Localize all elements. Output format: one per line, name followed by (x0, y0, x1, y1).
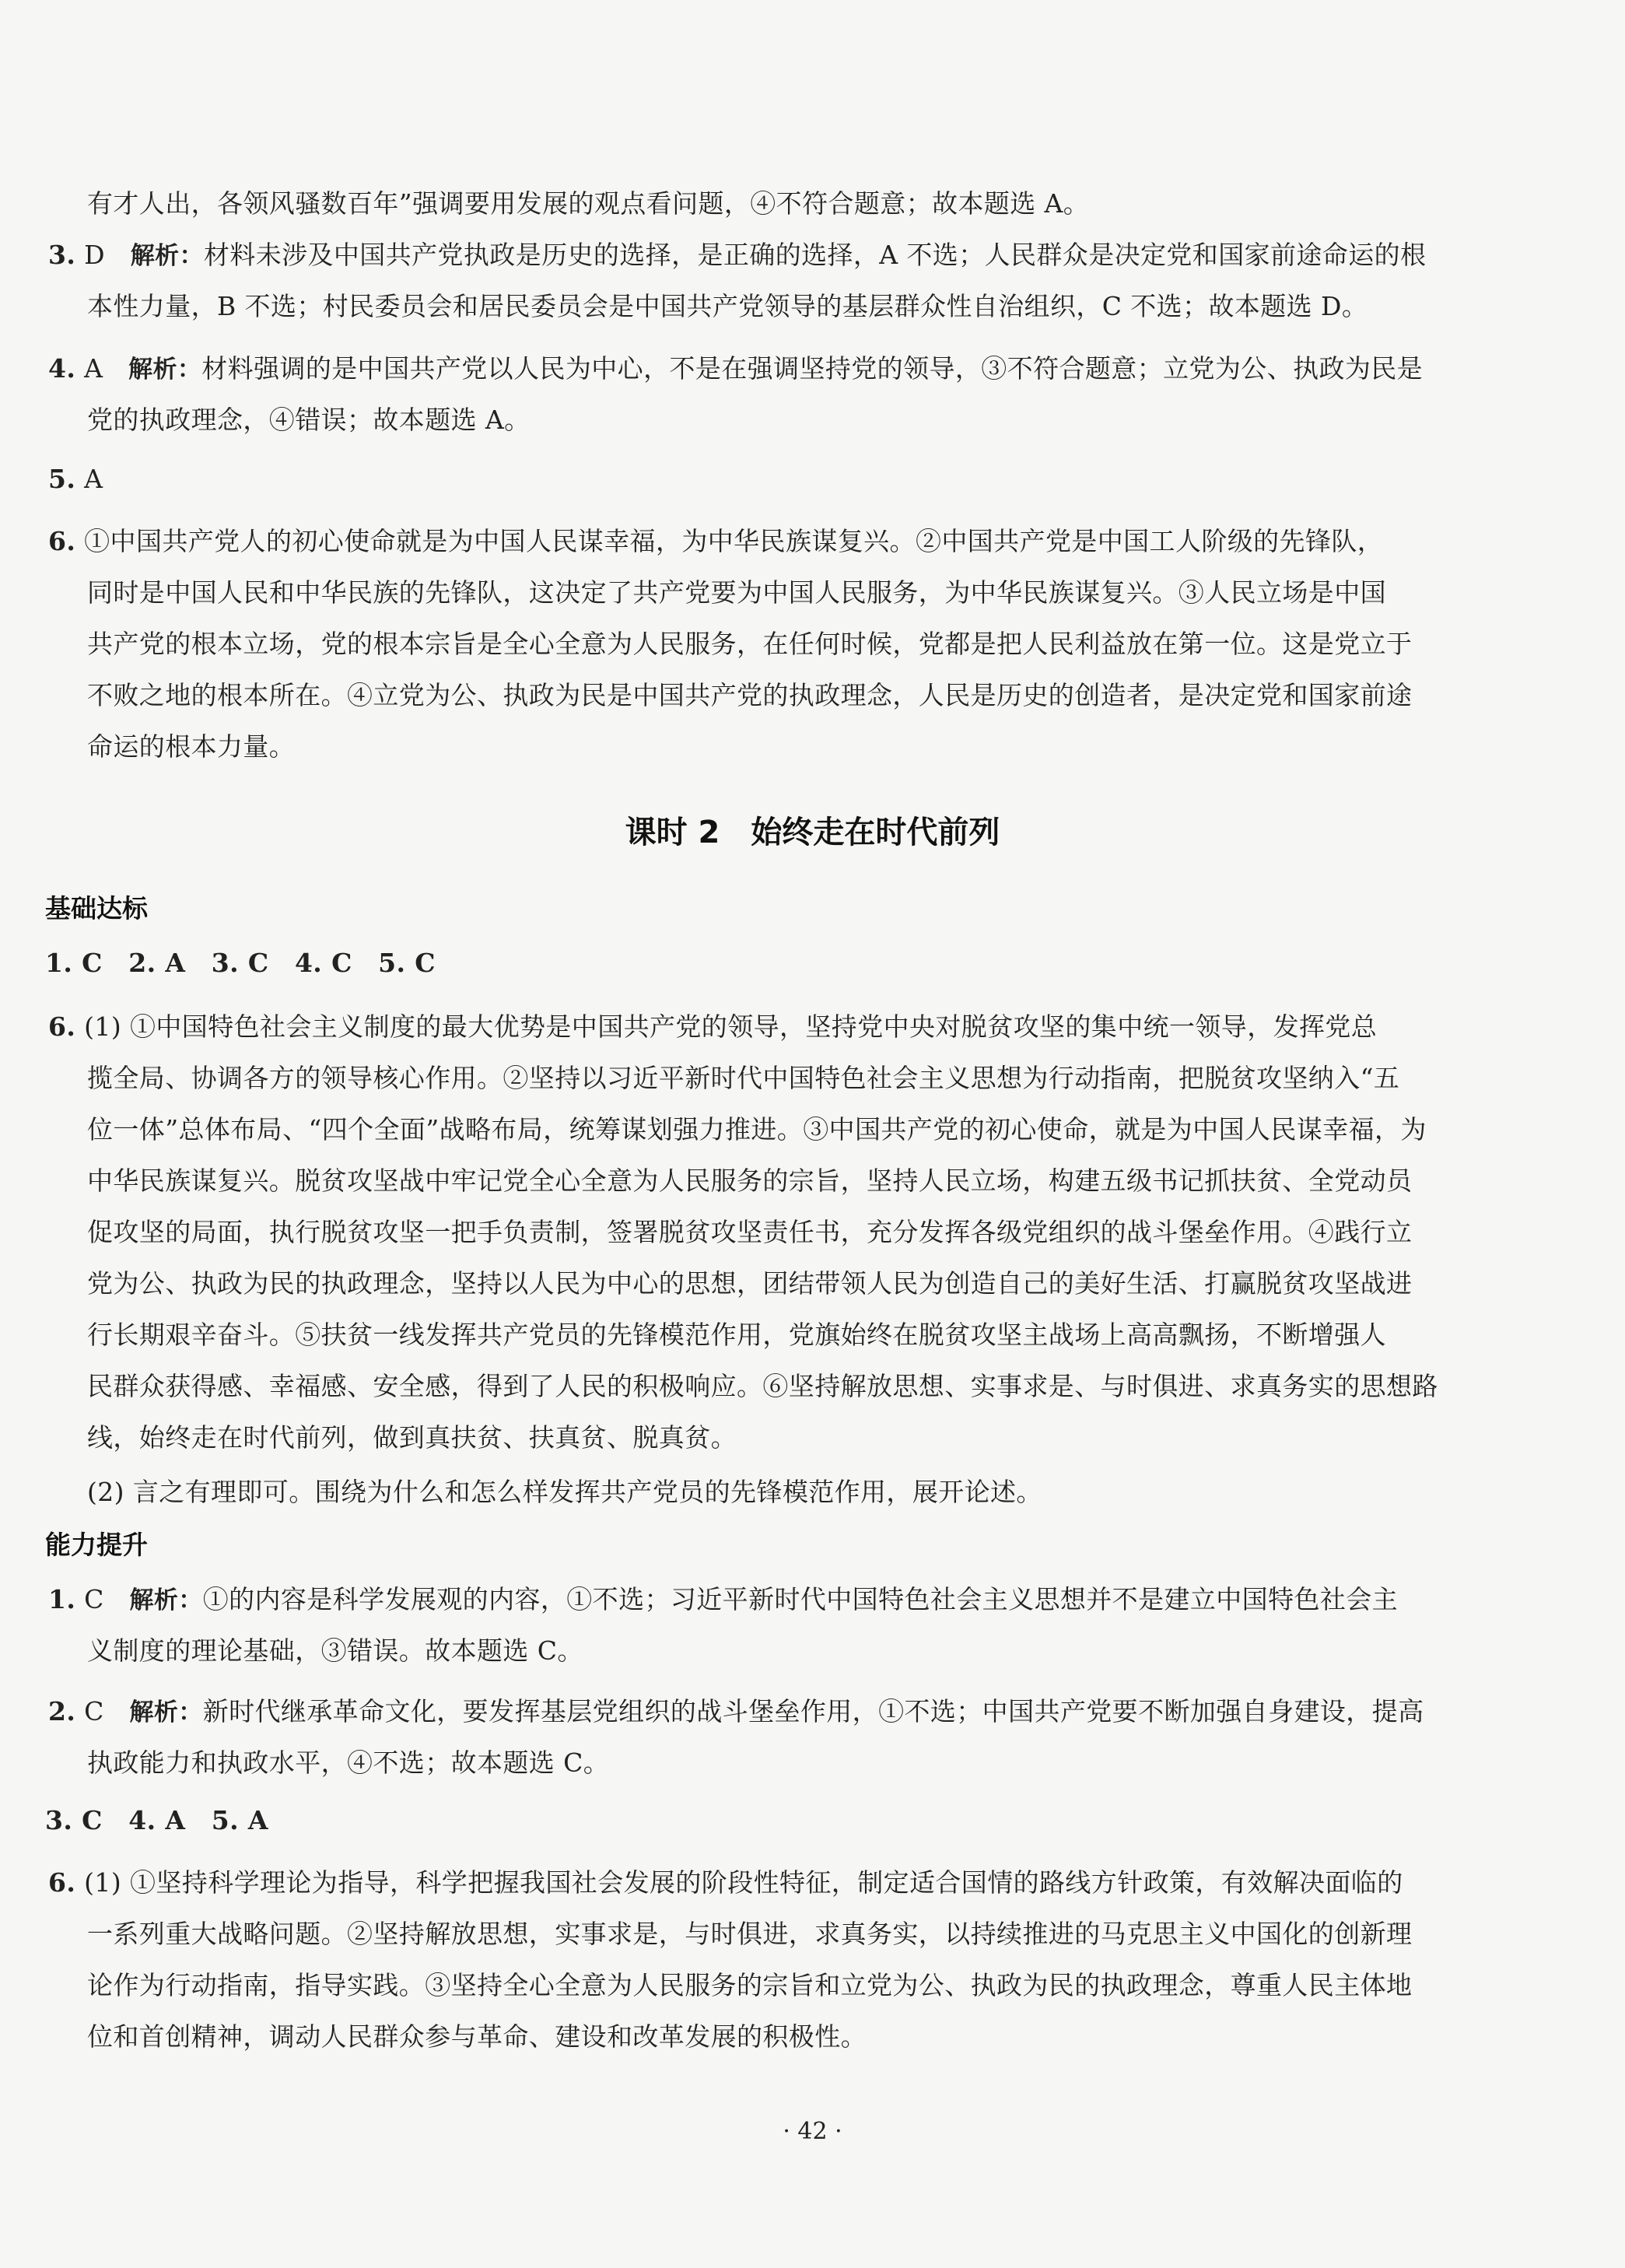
question-1-advanced (48, 1584, 1398, 1616)
answer-text: ①中国共产党人的初心使命就是为中国人民谋幸福，为中华民族谋复兴。②中国共产党是中国工人阶级的先锋队， (84, 526, 1384, 556)
question-number: 5. (48, 464, 76, 494)
answer-letter: D (84, 240, 106, 270)
text-line: 一系列重大战略问题。②坚持解放思想，实事求是，与时俱进，求真务实，以持续推进的马克思主义中国化的创新理 (87, 1919, 1413, 1949)
answer-text: (1) ①中国特色社会主义制度的最大优势是中国共产党的领导，坚持党中央对脱贫攻坚的集中统一领导，发挥党总 (84, 1011, 1378, 1042)
text-line: 线，始终走在时代前列，做到真扶贫、扶真贫、脱真贫。 (87, 1422, 737, 1453)
question-3 (48, 240, 1426, 272)
text-line: 不败之地的根本所在。④立党为公、执政为民是中国共产党的执政理念，人民是历史的创造者，是决定党和国家前途 (87, 680, 1413, 710)
text-line: 党的执政理念，④错误；故本题选 A。 (87, 405, 531, 435)
text-line: 论作为行动指南，指导实践。③坚持全心全意为人民服务的宗旨和立党为公、执政为民的执政理念，尊重人民主体地 (87, 1970, 1413, 2000)
analysis-label: 解析： (129, 1586, 203, 1614)
text-line: 同时是中国人民和中华民族的先锋队，这决定了共产党要为中国人民服务，为中华民族谋复兴。③人民立场是中国 (87, 577, 1386, 608)
question-6-basic (48, 1011, 1377, 1043)
section-title: 课时 2 始终走在时代前列 (625, 815, 1000, 850)
text-line: 有才人出，各领风骚数百年”强调要用发展的观点看问题，④不符合题意；故本题选 A。 (87, 188, 1090, 219)
answer-letter: A (84, 353, 103, 384)
text-line: 共产党的根本立场，党的根本宗旨是全心全意为人民服务，在任何时候，党都是把人民利益放在第一位。这是党立于 (87, 629, 1413, 659)
page-number: · 42 · (783, 2118, 842, 2145)
text-line: 党为公、执政为民的执政理念，坚持以人民为中心的思想，团结带领人民为创造自己的美好生活、打赢脱贫攻坚战进 (87, 1268, 1413, 1299)
analysis-label: 解析： (129, 1698, 203, 1726)
analysis-text: 新时代继承革命文化，要发挥基层党组织的战斗堡垒作用，①不选；中国共产党要不断加强自身建设，提高 (202, 1696, 1424, 1726)
text-line: 义制度的理论基础，③错误。故本题选 C。 (87, 1635, 583, 1666)
answer-text: (1) ①坚持科学理论为指导，科学把握我国社会发展的阶段性特征，制定适合国情的路线方针政策，有效解决面临的 (84, 1867, 1403, 1898)
text-line: (2) 言之有理即可。围绕为什么和怎么样发挥共产党员的先锋模范作用，展开论述。 (87, 1477, 1042, 1507)
text-line: 揽全局、协调各方的领导核心作用。②坚持以习近平新时代中国特色社会主义思想为行动指南，把脱贫攻坚纳入“五 (87, 1063, 1400, 1093)
answer-letter: A (84, 464, 103, 494)
text-line: 本性力量，B 不选；村民委员会和居民委员会是中国共产党领导的基层群众性自治组织，C 不选；故本题选 D。 (87, 291, 1368, 321)
answer-letter: C (84, 1696, 104, 1726)
question-5 (48, 464, 103, 495)
text-line: 行长期艰辛奋斗。⑤扶贫一线发挥共产党员的先锋模范作用，党旗始终在脱贫攻坚主战场上高高飘扬，不断增强人 (87, 1320, 1386, 1350)
sub-heading-advanced: 能力提升 (45, 1530, 148, 1560)
analysis-label: 解析： (128, 356, 202, 384)
text-line: 位一体”总体布局、“四个全面”战略布局，统筹谋划强力推进。③中国共产党的初心使命，就是为中国人民谋幸福，为 (87, 1114, 1427, 1145)
analysis-text: ①的内容是科学发展观的内容，①不选；习近平新时代中国特色社会主义思想并不是建立中国特色社会主 (202, 1584, 1399, 1614)
analysis-text: 材料强调的是中国共产党以人民为中心，不是在强调坚持党的领导，③不符合题意；立党为公、执政为民是 (201, 353, 1424, 384)
text-line: 命运的根本力量。 (87, 731, 296, 762)
question-number: 6. (48, 1867, 76, 1898)
question-number: 6. (48, 1011, 76, 1042)
text-line: 民群众获得感、幸福感、安全感，得到了人民的积极响应。⑥坚持解放思想、实事求是、与时俱进、求真务实的思想路 (87, 1371, 1438, 1401)
question-number: 2. (48, 1696, 76, 1726)
sub-heading-basic: 基础达标 (45, 893, 148, 924)
answer-letter: C (84, 1584, 104, 1614)
analysis-label: 解析： (130, 242, 204, 270)
text-line: 执政能力和执政水平，④不选；故本题选 C。 (87, 1747, 610, 1778)
answer-list: 1. C 2. A 3. C 4. C 5. C (45, 948, 436, 978)
question-6 (48, 526, 1383, 557)
text-line: 位和首创精神，调动人民群众参与革命、建设和改革发展的积极性。 (87, 2021, 867, 2052)
analysis-text: 材料未涉及中国共产党执政是历史的选择，是正确的选择，A 不选；人民群众是决定党和国家前途命运的根 (203, 240, 1427, 270)
question-2-advanced (48, 1696, 1424, 1728)
question-number: 1. (48, 1584, 76, 1614)
answer-list: 3. C 4. A 5. A (45, 1805, 268, 1835)
question-4 (48, 353, 1423, 385)
text-line: 中华民族谋复兴。脱贫攻坚战中牢记党全心全意为人民服务的宗旨，坚持人民立场，构建五级书记抓扶贫、全党动员 (87, 1166, 1413, 1196)
question-number: 6. (48, 526, 76, 556)
question-number: 4. (48, 353, 76, 384)
question-6-advanced (48, 1867, 1403, 1898)
text-line: 促攻坚的局面，执行脱贫攻坚一把手负责制，签署脱贫攻坚责任书，充分发挥各级党组织的战斗堡垒作用。④践行立 (87, 1217, 1413, 1247)
question-number: 3. (48, 240, 76, 270)
